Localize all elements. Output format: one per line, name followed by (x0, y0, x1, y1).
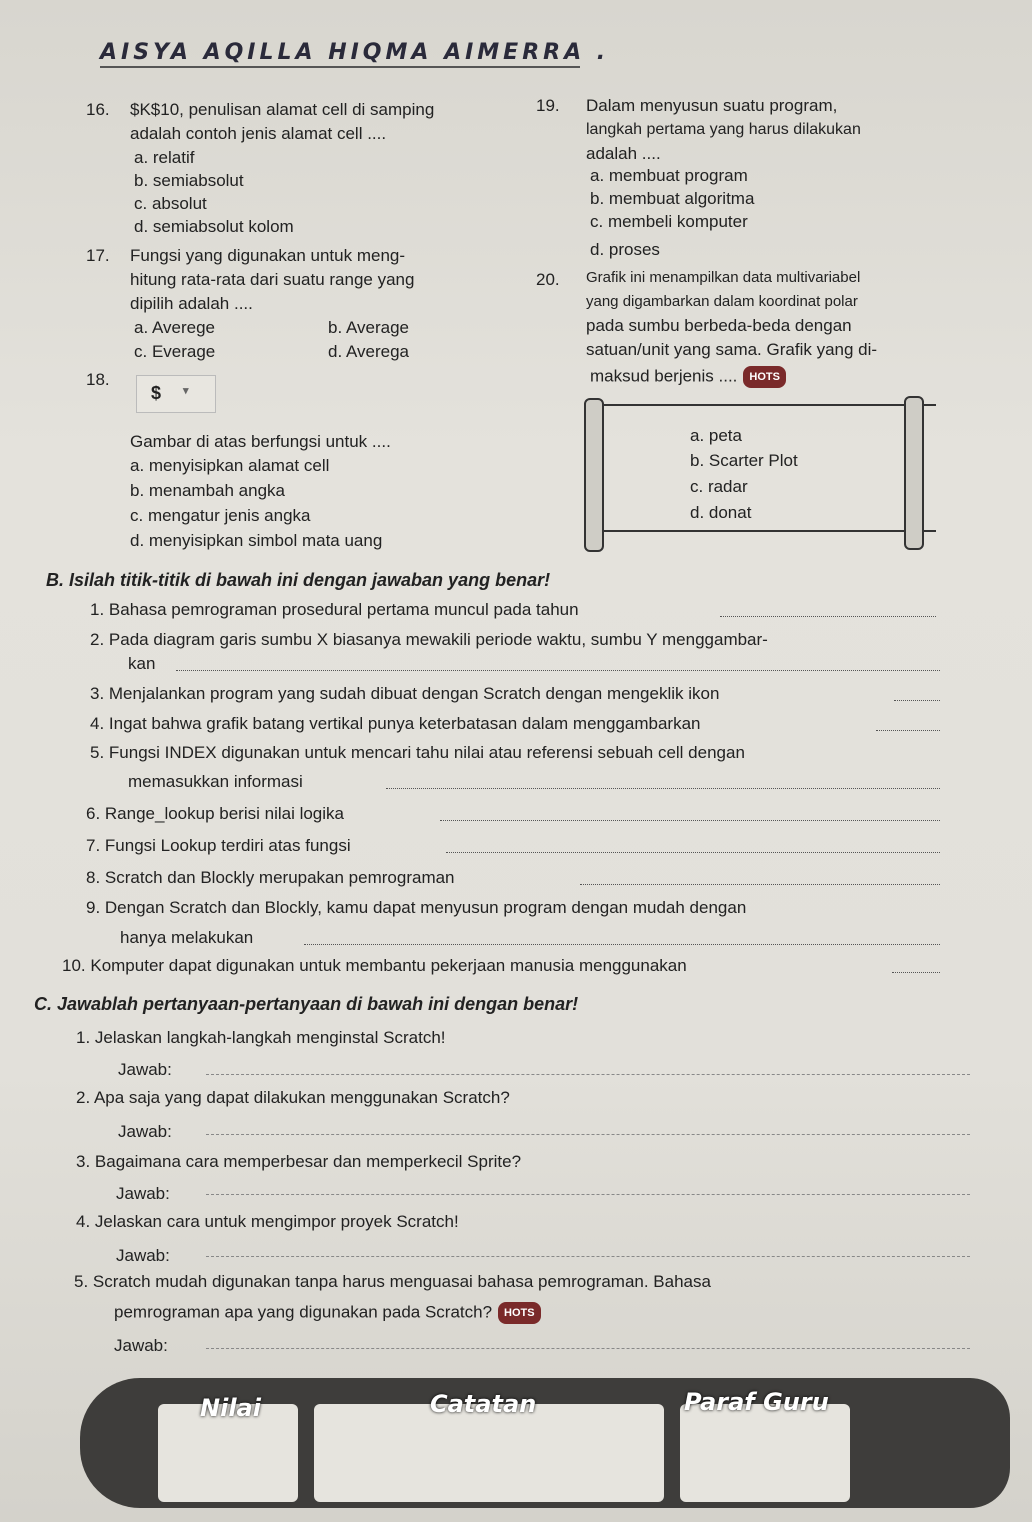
b-answer-7[interactable] (446, 852, 940, 853)
hots-badge-c5: HOTS (498, 1302, 541, 1324)
q20-option-c[interactable]: c. radar (690, 477, 748, 496)
b-item-5: 5. Fungsi INDEX digunakan untuk mencari tahu nilai atau referensi sebuah cell dengan (90, 743, 745, 762)
q18-option-a[interactable]: a. menyisipkan alamat cell (130, 456, 330, 475)
q20-number: 20. (536, 270, 560, 289)
section-c-title: C. Jawablah pertanyaan-pertanyaan di bawah ini dengan benar! (34, 994, 579, 1014)
b-item-9: 9. Dengan Scratch dan Blockly, kamu dapat menyusun program dengan mudah dengan (86, 898, 747, 917)
catatan-box[interactable] (314, 1404, 664, 1502)
b-item-4: 4. Ingat bahwa grafik batang vertikal punya keterbatasan dalam menggambarkan (90, 714, 701, 733)
c-question-5-line1: 5. Scratch mudah digunakan tanpa harus menguasai bahasa pemrograman. Bahasa (74, 1272, 711, 1291)
b-item-5-cont: memasukkan informasi (128, 772, 303, 791)
q19-option-a[interactable]: a. membuat program (590, 166, 748, 185)
currency-format-button (136, 375, 216, 413)
scroll-left-roll (584, 398, 604, 552)
q17-option-a[interactable]: a. Averege (134, 318, 215, 337)
paraf-guru-box[interactable] (680, 1404, 850, 1502)
q18-option-c[interactable]: c. mengatur jenis angka (130, 506, 311, 525)
q17-line3: dipilih adalah .... (130, 294, 253, 313)
b-answer-6[interactable] (440, 820, 940, 821)
nilai-label: Nilai (200, 1394, 261, 1422)
catatan-label: Catatan (430, 1390, 537, 1418)
b-answer-2[interactable] (176, 670, 940, 671)
b-item-1: 1. Bahasa pemrograman prosedural pertama muncul pada tahun (90, 600, 579, 619)
c-answer-1[interactable] (206, 1074, 970, 1075)
chevron-down-icon: ▾ (183, 385, 189, 397)
b-item-9-cont: hanya melakukan (120, 928, 254, 947)
c-question-5-line2: pemrograman apa yang digunakan pada Scratch? (114, 1302, 493, 1322)
q18-stem: Gambar di atas berfungsi untuk .... (130, 432, 391, 451)
q16-option-d[interactable]: d. semiabsolut kolom (134, 217, 294, 236)
q20-option-b[interactable]: b. Scarter Plot (690, 451, 798, 470)
paraf-guru-label: Paraf Guru (684, 1388, 829, 1416)
q20-line5: maksud berjenis .... (590, 366, 738, 386)
q16-line1: $K$10, penulisan alamat cell di samping (130, 100, 435, 119)
b-answer-8[interactable] (580, 884, 940, 885)
c-answer-3[interactable] (206, 1194, 970, 1195)
q17-option-c[interactable]: c. Everage (134, 342, 216, 361)
q18-number: 18. (86, 370, 110, 389)
q20-line5-wrap (590, 366, 786, 388)
q16-line2: adalah contoh jenis alamat cell .... (130, 124, 387, 143)
b-item-2-cont: kan (128, 654, 156, 673)
c-jawab-label-5: Jawab: (114, 1336, 168, 1355)
b-item-7: 7. Fungsi Lookup terdiri atas fungsi (86, 836, 351, 855)
c-question-4: 4. Jelaskan cara untuk mengimpor proyek Scratch! (76, 1212, 459, 1231)
b-answer-10[interactable] (892, 972, 940, 973)
q19-number: 19. (536, 96, 560, 115)
q20-line3: pada sumbu berbeda-beda dengan (586, 316, 852, 335)
b-item-10: 10. Komputer dapat digunakan untuk membantu pekerjaan manusia menggunakan (62, 956, 687, 975)
c-jawab-label-4: Jawab: (116, 1246, 170, 1265)
b-answer-9[interactable] (304, 944, 940, 945)
q19-option-b[interactable]: b. membuat algoritma (590, 189, 755, 208)
hots-badge: HOTS (743, 366, 786, 388)
c-question-2: 2. Apa saja yang dapat dilakukan menggunakan Scratch? (76, 1088, 510, 1107)
q20-line1: Grafik ini menampilkan data multivariabel (586, 269, 861, 286)
scroll-right-roll (904, 396, 924, 550)
q18-option-b[interactable]: b. menambah angka (130, 481, 285, 500)
q17-option-b[interactable]: b. Average (328, 318, 409, 337)
b-answer-4[interactable] (876, 730, 940, 731)
section-b-title: B. Isilah titik-titik di bawah ini dengan jawaban yang benar! (46, 570, 551, 590)
q16-number: 16. (86, 100, 110, 119)
q20-line2: yang digambarkan dalam koordinat polar (586, 293, 858, 310)
q19-option-c[interactable]: c. membeli komputer (590, 212, 748, 231)
b-item-2: 2. Pada diagram garis sumbu X biasanya mewakili periode waktu, sumbu Y menggambar- (90, 630, 768, 649)
c-jawab-label-2: Jawab: (118, 1122, 172, 1141)
c-jawab-label-3: Jawab: (116, 1184, 170, 1203)
q16-option-a[interactable]: a. relatif (134, 148, 195, 167)
b-answer-5[interactable] (386, 788, 940, 789)
c-answer-2[interactable] (206, 1134, 970, 1135)
q16-option-c[interactable]: c. absolut (134, 194, 207, 213)
q17-number: 17. (86, 246, 110, 265)
c-jawab-label-1: Jawab: (118, 1060, 172, 1079)
q19-line3: adalah .... (586, 144, 661, 163)
q16-option-b[interactable]: b. semiabsolut (134, 171, 244, 190)
name-underline (100, 66, 580, 68)
q20-line4: satuan/unit yang sama. Grafik yang di- (586, 340, 878, 359)
q17-line2: hitung rata-rata dari suatu range yang (130, 270, 415, 289)
dollar-icon: $ (151, 383, 162, 403)
c-answer-5[interactable] (206, 1348, 970, 1349)
handwritten-student-name: AISYA AQILLA HIQMA AIMERRA . (100, 40, 610, 65)
c-question-1: 1. Jelaskan langkah-langkah menginstal Scratch! (76, 1028, 446, 1047)
q20-option-d[interactable]: d. donat (690, 503, 752, 522)
q19-option-d[interactable]: d. proses (590, 240, 660, 259)
q20-option-a[interactable]: a. peta (690, 426, 742, 445)
q17-line1: Fungsi yang digunakan untuk meng- (130, 246, 406, 265)
q18-option-d[interactable]: d. menyisipkan simbol mata uang (130, 531, 383, 550)
b-item-3: 3. Menjalankan program yang sudah dibuat dengan Scratch dengan mengeklik ikon (90, 684, 720, 703)
b-answer-3[interactable] (894, 700, 940, 701)
q19-line2: langkah pertama yang harus dilakukan (586, 121, 861, 138)
c-question-3: 3. Bagaimana cara memperbesar dan memperkecil Sprite? (76, 1152, 522, 1171)
c-answer-4[interactable] (206, 1256, 970, 1257)
c-question-5-line2-wrap (114, 1302, 541, 1324)
b-item-6: 6. Range_lookup berisi nilai logika (86, 804, 344, 823)
b-item-8: 8. Scratch dan Blockly merupakan pemrograman (86, 868, 455, 887)
b-answer-1[interactable] (720, 616, 936, 617)
q17-option-d[interactable]: d. Averega (328, 342, 409, 361)
q19-line1: Dalam menyusun suatu program, (586, 96, 838, 115)
